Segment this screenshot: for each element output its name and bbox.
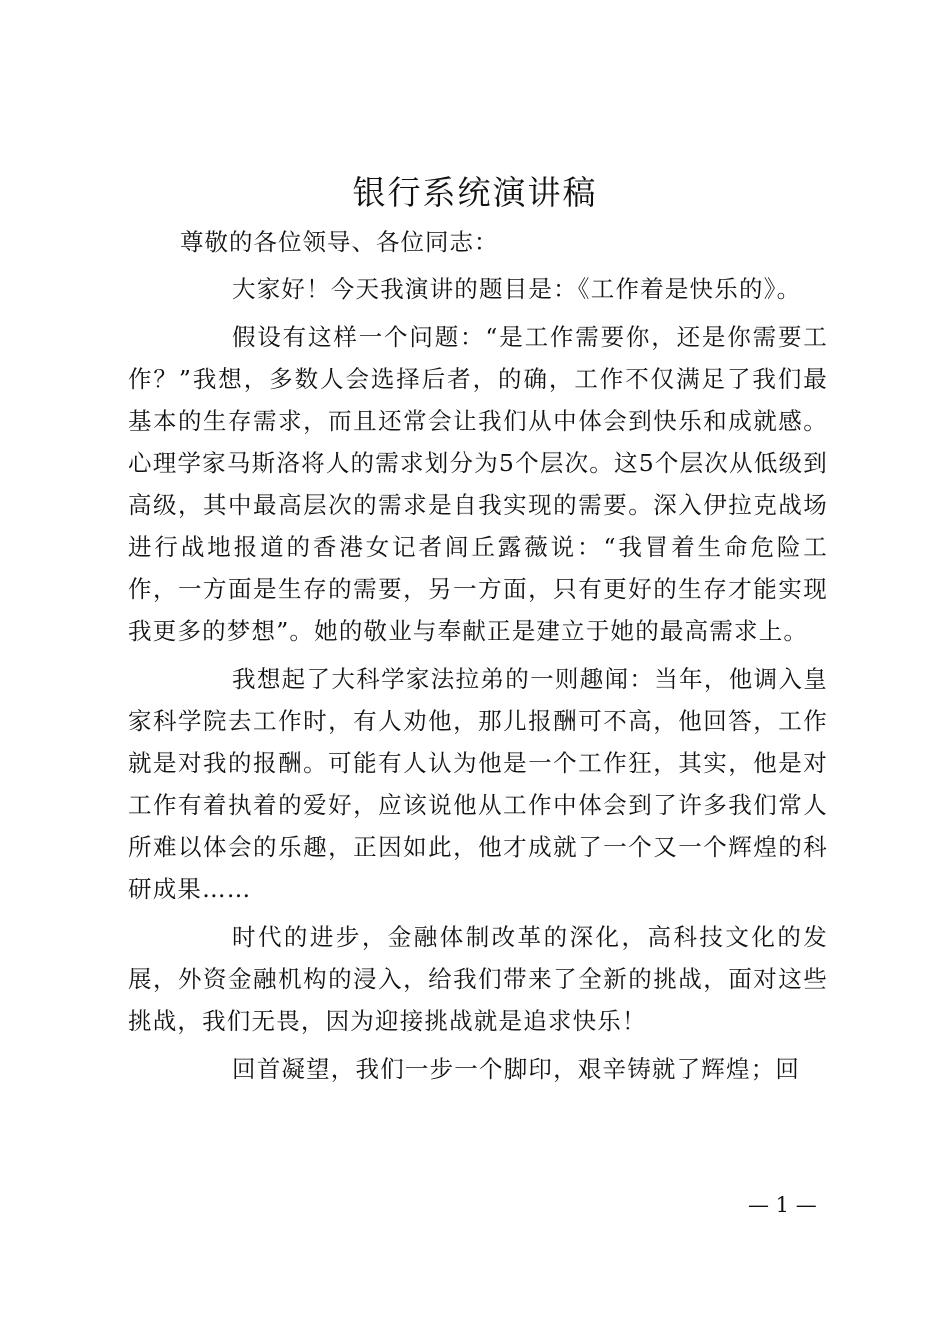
document-title: 银行系统演讲稿 <box>352 173 598 212</box>
paragraph-faraday: 我想起了大科学家法拉弟的一则趣闻：当年，他调入皇家科学院去工作时，有人劝他，那儿报酬可不高，他回答，工作就是对我的报酬。可能有人认为他是一个工作狂，其实，他是对工作有着执着的爱好，应该说他从工作中体会到了许多我们常人所难以体会的乐趣，正因如此，他才成就了一个又一个辉煌的科研成果…… <box>128 665 828 903</box>
salutation: 尊敬的各位领导、各位同志： <box>180 228 499 256</box>
page-number: — 1 — <box>748 1193 817 1217</box>
paragraph-review: 回首凝望，我们一步一个脚印，艰辛铸就了辉煌；回 <box>232 1055 801 1083</box>
paragraph-greeting: 大家好！今天我演讲的题目是：《工作着是快乐的》。 <box>232 275 802 303</box>
paragraph-challenge: 时代的进步，金融体制改革的深化，高科技文化的发展，外资金融机构的浸入，给我们带来了全新的挑战，面对这些挑战，我们无畏，因为迎接挑战就是追求快乐！ <box>128 923 828 1035</box>
document-body <box>128 268 828 1096</box>
paragraph-maslow: 假设有这样一个问题：“是工作需要你，还是你需要工作？”我想，多数人会选择后者，的确，工作不仅满足了我们最基本的生存需求，而且还常会让我们从中体会到快乐和成就感。心理学家马斯洛将人的需求划分为5个层次。这5个层次从低级到高级，其中最高层次的需求是自我实现的需要。深入伊拉克战场进行战地报道的香港女记者闾丘露薇说：“我冒着生命危险工作，一方面是生存的需要，另一方面，只有更好的生存才能实现我更多的梦想”。她的敬业与奉献正是建立于她的最高需求上。 <box>128 323 828 645</box>
